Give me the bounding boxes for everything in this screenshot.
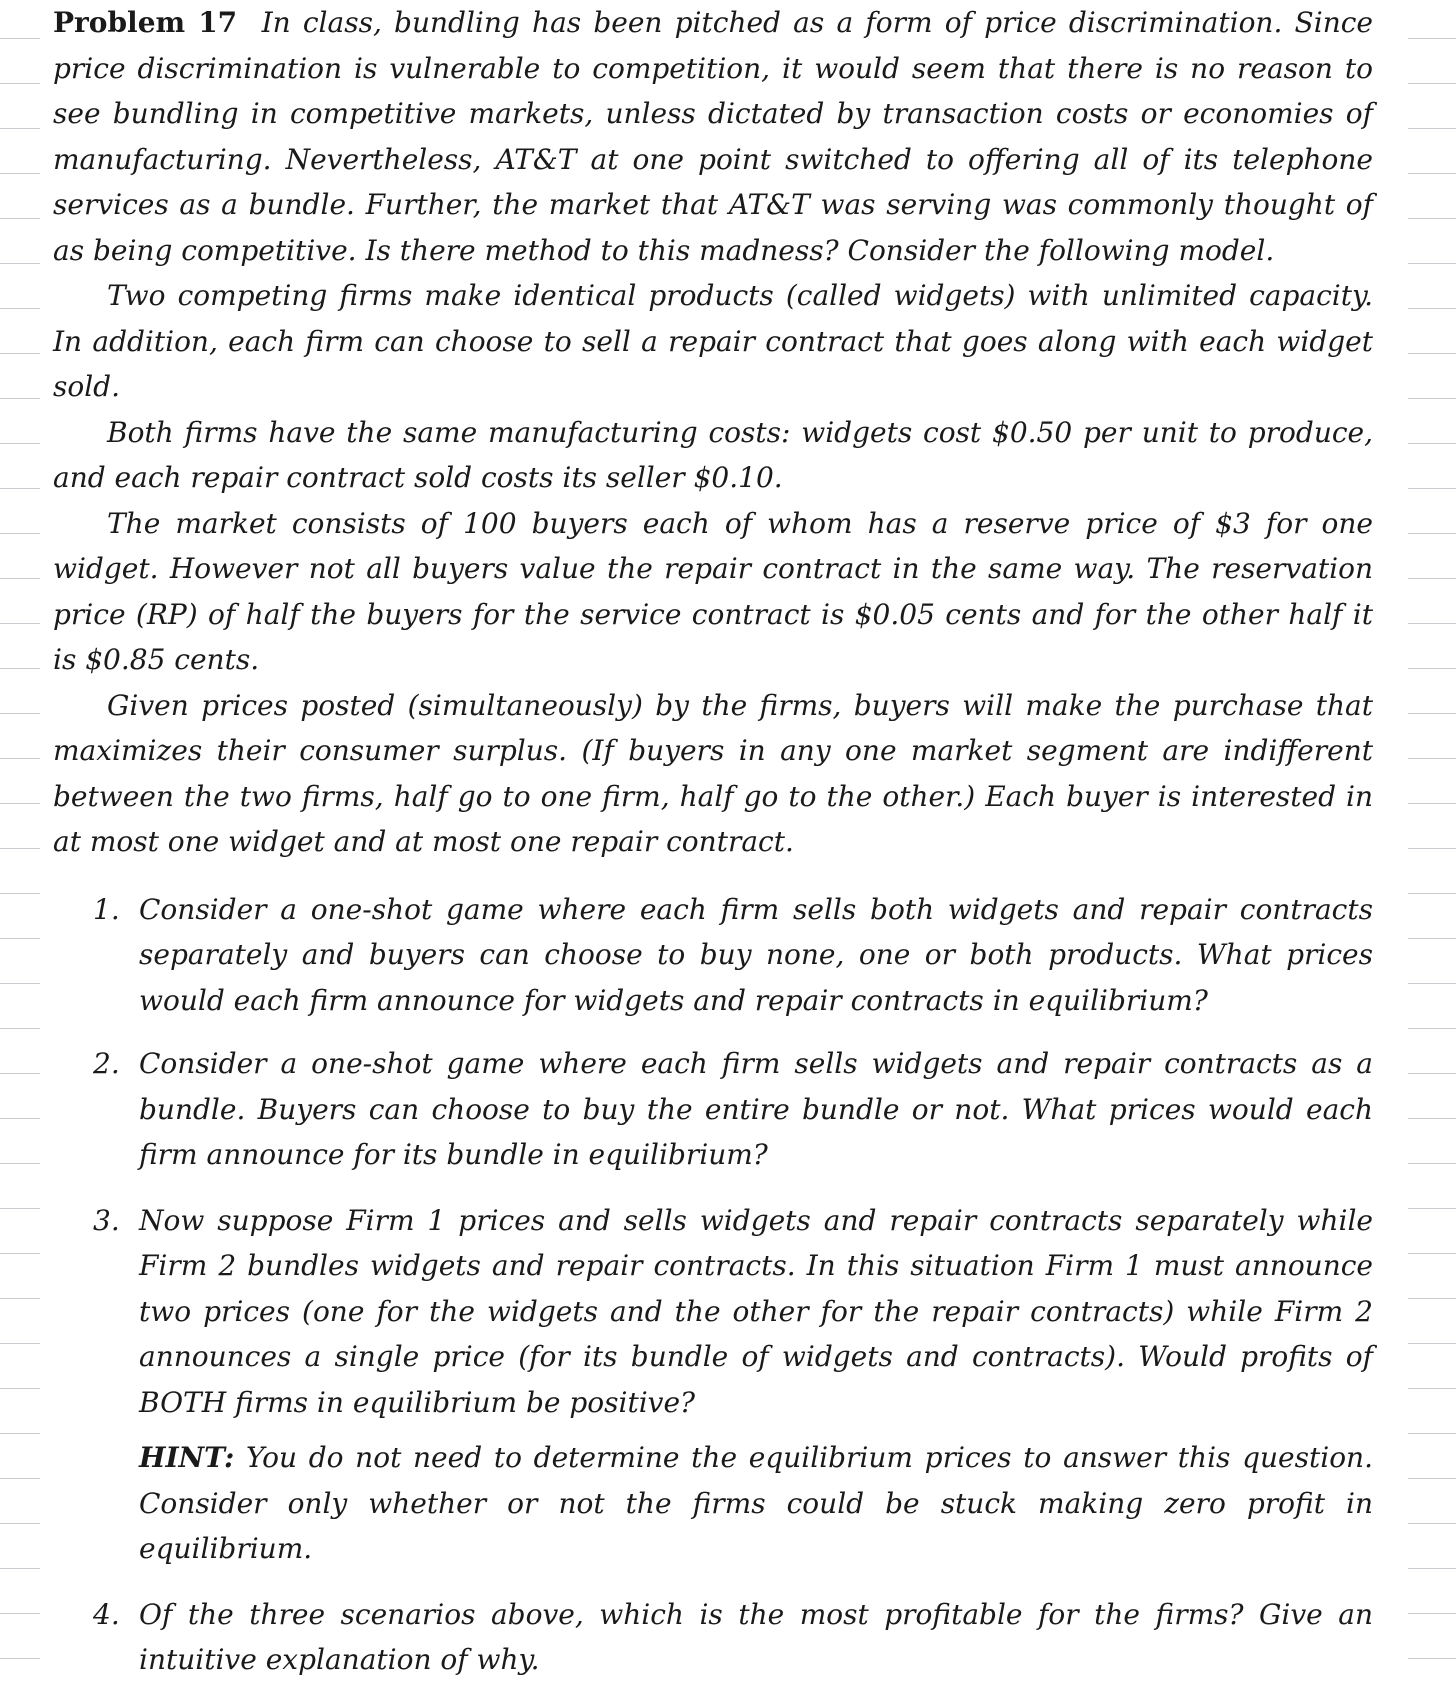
question-text: Now suppose Firm 1 prices and sells widgets and repair contracts separately while Firm 2 bundles widgets and repair contracts. In this situation Firm 1 must announce two prices (one for the widgets and the other for the repair contracts) while Firm 2 announces a single price (for its bundle of widgets and contracts). Would profits of BOTH firms in equilibrium be positive? xyxy=(139,1203,1373,1419)
intro-text: In class, bundling has been pitched as a form of price discrimination. Since price discrimination is vulnerable to competition, it would seem that there is no reason to see bundling in competitive markets, unless dictated by transaction costs or economies of manufacturing. Nevertheless, AT&T at one point switched to offering all of its telephone services as a bundle. Further, the market that AT&T was serving was commonly thought of as being competitive. Is there method to this madness? Consider the following model. xyxy=(53,6,1373,267)
left-margin-rules xyxy=(0,0,40,1692)
question-number: 1. xyxy=(93,892,120,926)
problem-intro xyxy=(53,0,1373,273)
problem-page xyxy=(53,0,1373,1683)
question-number: 3. xyxy=(93,1203,120,1237)
question-number: 4. xyxy=(93,1597,120,1631)
paragraph-buyers: Given prices posted (simultaneously) by the firms, buyers will make the purchase that maximizes their consumer surplus. (If buyers in any one market segment are indifferent between the two firms, half go to one firm, half go to the other.) Each buyer is interested in at most one widget and at most one repair contract. xyxy=(53,688,1373,858)
question-item xyxy=(53,887,1373,1024)
question-text: Of the three scenarios above, which is the most profitable for the firms? Give an intuitive explanation of why. xyxy=(139,1597,1373,1676)
paragraph-market: The market consists of 100 buyers each of whom has a reserve price of $3 for one widget. However not all buyers value the repair contract in the same way. The reservation price (RP) of half the buyers for the service contract is $0.05 cents and for the other half it is $0.85 cents. xyxy=(53,506,1373,676)
hint-text: You do not need to determine the equilibrium prices to answer this question. Consider only whether or not the firms could be stuck making zero profit in equilibrium. xyxy=(139,1441,1373,1565)
right-margin-rules xyxy=(1408,0,1456,1692)
question-text: Consider a one-shot game where each firm sells widgets and repair contracts as a bundle. Buyers can choose to buy the entire bundle or not. What prices would each firm announce for its bundle in equilibrium? xyxy=(139,1047,1373,1171)
question-text: Consider a one-shot game where each firm sells both widgets and repair contracts separately and buyers can choose to buy none, one or both products. What prices would each firm announce for widgets and repair contracts in equilibrium? xyxy=(139,892,1373,1017)
problem-heading: Problem 17 xyxy=(53,6,238,39)
question-number: 2. xyxy=(93,1047,120,1080)
question-item xyxy=(53,1198,1373,1572)
question-item xyxy=(53,1592,1373,1683)
paragraph-firms: Two competing firms make identical products (called widgets) with unlimited capacity. In addition, each firm can choose to sell a repair contract that goes along with each widget sold. xyxy=(53,279,1373,403)
question-item xyxy=(53,1041,1373,1178)
paragraph-costs: Both firms have the same manufacturing costs: widgets cost $0.50 per unit to produce, and each repair contract sold costs its seller $0.10. xyxy=(53,415,1373,494)
hint-block xyxy=(139,1435,1373,1572)
question-list xyxy=(53,887,1373,1683)
hint-label: HINT: xyxy=(139,1441,235,1474)
